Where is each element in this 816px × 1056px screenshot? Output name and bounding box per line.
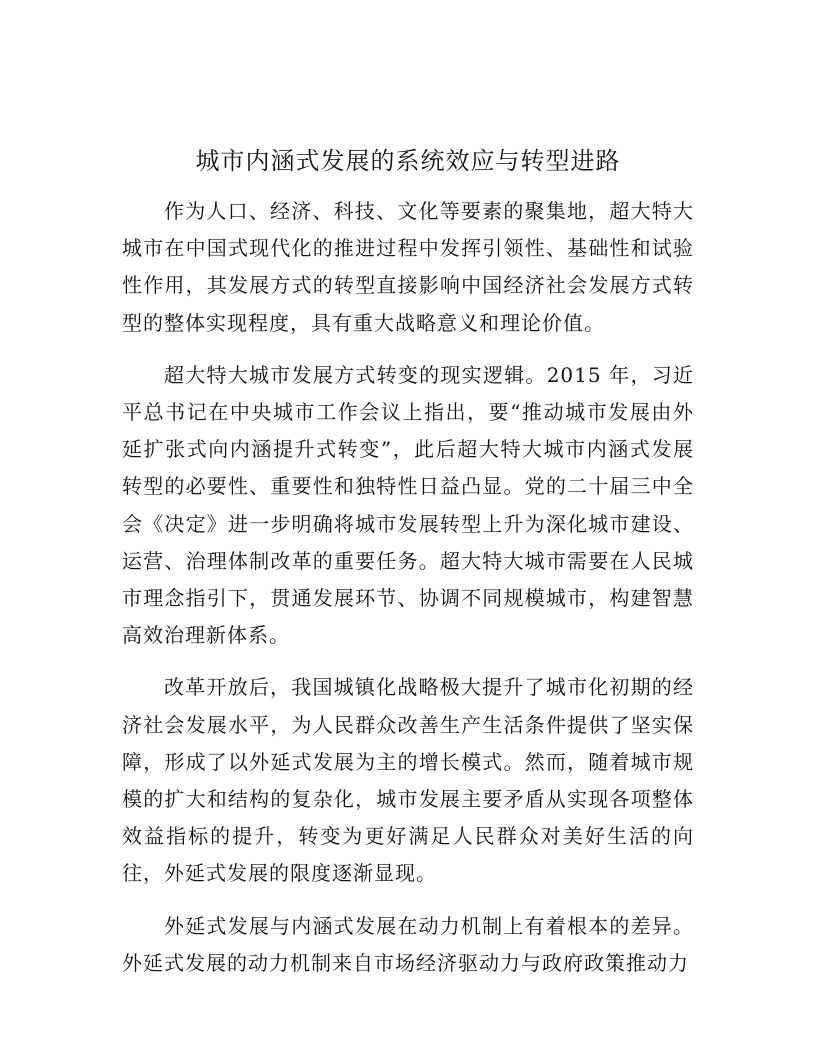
document-body <box>122 193 694 997</box>
document-title: 城市内涵式发展的系统效应与转型进路 <box>195 147 621 175</box>
paragraph-3: 改革开放后，我国城镇化战略极大提升了城市化初期的经济社会发展水平，为人民群众改善生产生活条件提供了坚实保障，形成了以外延式发展为主的增长模式。然而，随着城市规模的扩大和结构的复杂化，城市发展主要矛盾从实现各项整体效益指标的提升，转变为更好满足人民群众对美好生活的向往，外延式发展的限度逐渐显现。 <box>122 675 694 886</box>
paragraph-2: 超大特大城市发展方式转变的现实逻辑。2015 年，习近平总书记在中央城市工作会议上指出，要“推动城市发展由外延扩张式向内涵提升式转变”，此后超大特大城市内涵式发展转型的必要性、重要性和独特性日益凸显。党的二十届三中全会《决定》进一步明确将城市发展转型上升为深化城市建设、运营、治理体制改革的重要任务。超大特大城市需要在人民城市理念指引下，贯通发展环节、协调不同规模城市，构建智慧高效治理新体系。 <box>122 362 694 648</box>
paragraph-1: 作为人口、经济、科技、文化等要素的聚集地，超大特大城市在中国式现代化的推进过程中发挥引领性、基础性和试验性作用，其发展方式的转型直接影响中国经济社会发展方式转型的整体实现程度，具有重大战略意义和理论价值。 <box>122 199 694 335</box>
paragraph-4: 外延式发展与内涵式发展在动力机制上有着根本的差异。外延式发展的动力机制来自市场经济驱动力与政府政策推动力 <box>122 913 694 975</box>
